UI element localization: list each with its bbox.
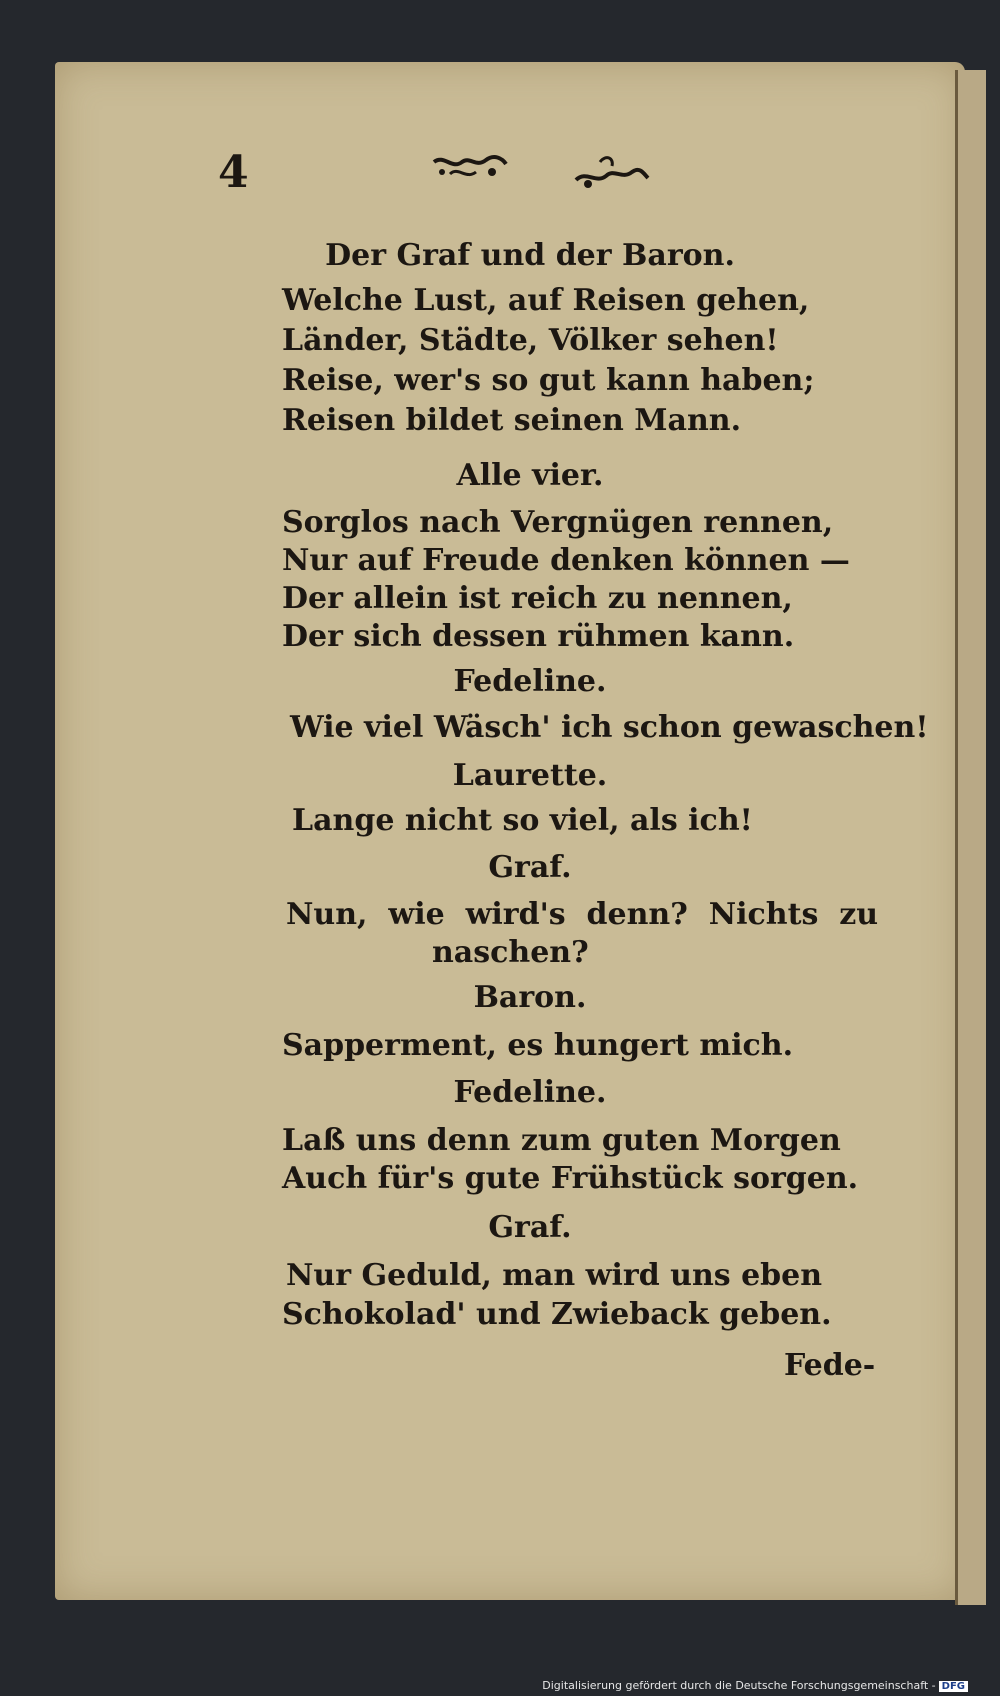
speaker-name: Fedeline. bbox=[453, 1075, 607, 1110]
credit-text: Digitalisierung gefördert durch die Deutsche Forschungsgemeinschaft - bbox=[542, 1679, 936, 1692]
verse-line: Nun, wie wird's denn? Nichts zu bbox=[286, 897, 879, 932]
speaker-name: Fedeline. bbox=[453, 664, 607, 699]
ornament-left-icon bbox=[430, 148, 510, 188]
verse-line: Der sich dessen rühmen kann. bbox=[282, 619, 795, 654]
verse-line: Nur Geduld, man wird uns eben bbox=[286, 1258, 823, 1293]
speaker-name: Laurette. bbox=[452, 758, 608, 793]
catchword: Fede- bbox=[784, 1348, 876, 1383]
dfg-logo: DFG bbox=[939, 1681, 968, 1692]
ornament-right-icon bbox=[570, 150, 650, 194]
speaker-name: Graf. bbox=[488, 850, 572, 885]
verse-line: Sorglos nach Vergnügen rennen, bbox=[282, 505, 834, 540]
speaker-name: Graf. bbox=[488, 1210, 572, 1245]
verse-line: Wie viel Wäsch' ich schon gewaschen! bbox=[290, 710, 929, 745]
verse-line: Schokolad' und Zwieback geben. bbox=[282, 1297, 832, 1332]
next-page-edge bbox=[958, 70, 986, 1605]
verse-line: Länder, Städte, Völker sehen! bbox=[282, 323, 779, 358]
verse-line: Sapperment, es hungert mich. bbox=[282, 1028, 794, 1063]
verse-line: Nur auf Freude denken können — bbox=[282, 543, 850, 578]
digitization-credit bbox=[542, 1679, 968, 1692]
speaker-name: Baron. bbox=[473, 980, 587, 1015]
verse-line: Der allein ist reich zu nennen, bbox=[282, 581, 793, 616]
page-number: 4 bbox=[218, 147, 249, 198]
verse-line: Lange nicht so viel, als ich! bbox=[292, 803, 753, 838]
verse-line: Auch für's gute Frühstück sorgen. bbox=[282, 1161, 859, 1196]
speaker-name: Alle vier. bbox=[456, 458, 604, 493]
section-title: Der Graf und der Baron. bbox=[325, 238, 735, 273]
verse-line: Welche Lust, auf Reisen gehen, bbox=[282, 283, 810, 318]
verse-line: Reisen bildet seinen Mann. bbox=[282, 403, 742, 438]
verse-line: Reise, wer's so gut kann haben; bbox=[282, 363, 815, 398]
verse-line: Laß uns denn zum guten Morgen bbox=[282, 1123, 841, 1158]
verse-line: naschen? bbox=[432, 935, 589, 970]
